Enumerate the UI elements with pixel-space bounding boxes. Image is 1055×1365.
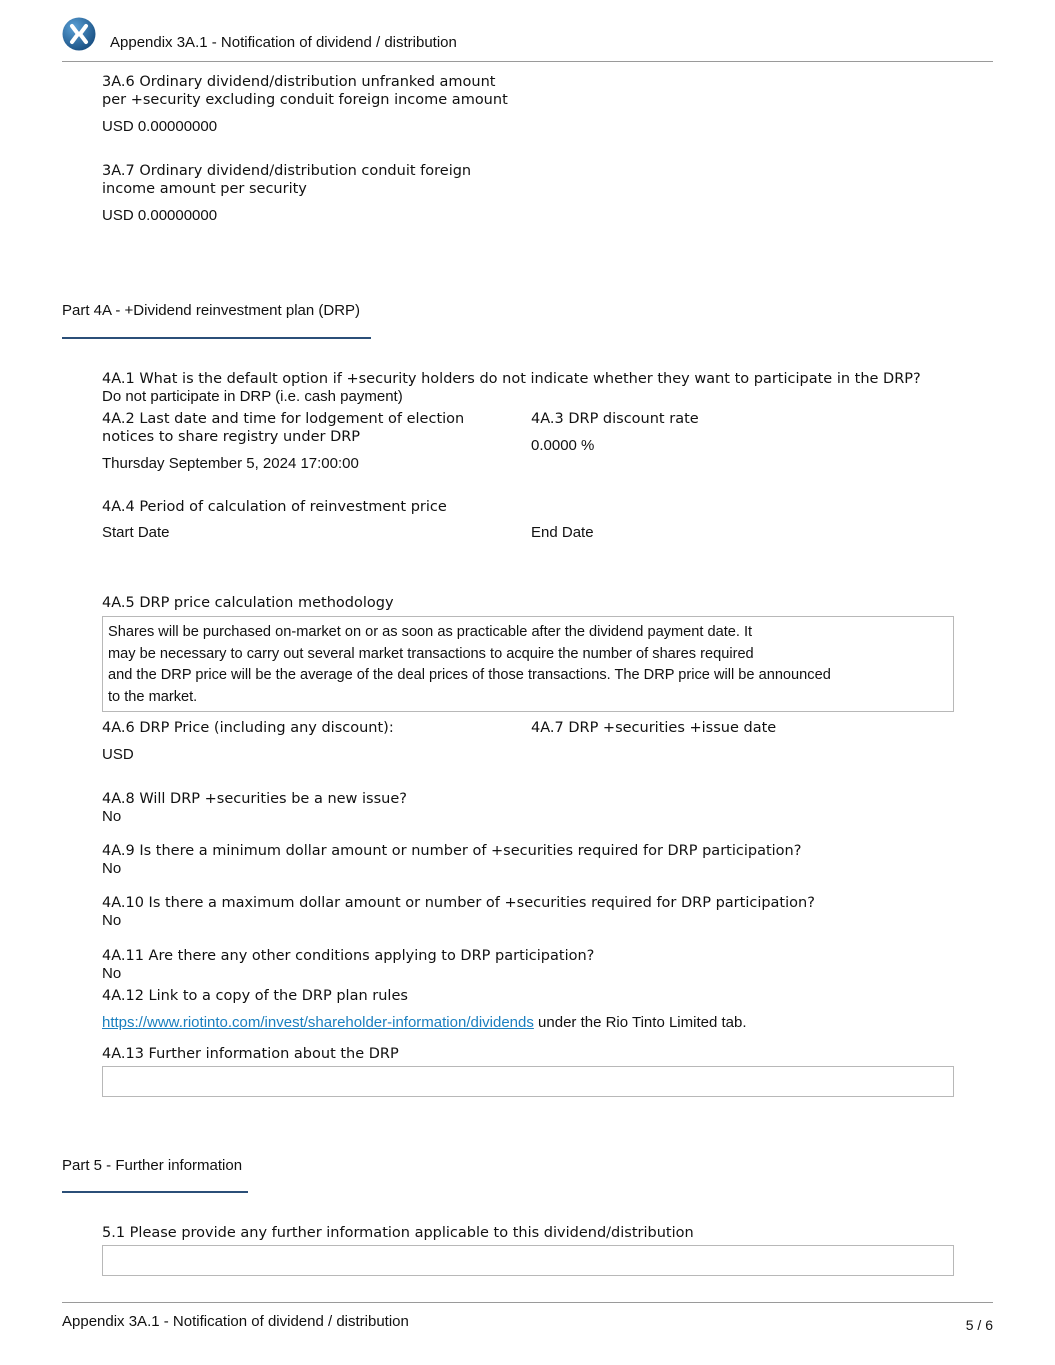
page-number: 5 / 6 [965,1317,993,1333]
q4a13-field [102,1066,954,1097]
q4a3-label: 4A.3 DRP discount rate [531,411,699,427]
q4a8-label: 4A.8 Will DRP +securities be a new issue? [102,791,407,807]
header-title: Appendix 3A.1 - Notification of dividend / distribution [110,34,457,51]
q4a5-line: may be necessary to carry out several market transactions to acquire the number of shares required [108,646,754,662]
q4a5-line: and the DRP price will be the average of the deal prices of those transactions. The DRP price will be announced [108,667,831,683]
q4a11-label: 4A.11 Are there any other conditions applying to DRP participation? [102,948,595,964]
q4a10-value: No [102,912,122,929]
asx-logo [62,17,96,51]
q4a10-label: 4A.10 Is there a maximum dollar amount or number of +securities required for DRP participation? [102,895,815,911]
q4a8-value: No [102,808,122,825]
q4a4-label: 4A.4 Period of calculation of reinvestment price [102,499,447,515]
q4a11-value: No [102,965,122,982]
q4a5-line: to the market. [108,689,198,705]
q4a7-label: 4A.7 DRP +securities +issue date [531,720,777,736]
part4a-title: Part 4A - +Dividend reinvestment plan (DRP) [62,302,361,319]
q3a7-label-line2: income amount per security [102,181,307,197]
q4a12-label: 4A.12 Link to a copy of the DRP plan rules [102,988,408,1004]
q3a7-label-line1: 3A.7 Ordinary dividend/distribution conduit foreign [102,163,472,179]
q4a5-methodology-box [102,616,954,712]
q4a2-value: Thursday September 5, 2024 17:00:00 [102,455,359,472]
part5-title: Part 5 - Further information [62,1157,243,1174]
part5-underline [62,1191,248,1193]
q4a2-label-line1: 4A.2 Last date and time for lodgement of election [102,411,465,427]
q3a6-label-line1: 3A.6 Ordinary dividend/distribution unfranked amount [102,74,496,90]
asx-logo-icon [62,17,96,51]
q4a12-value [102,1014,747,1032]
q4a9-label: 4A.9 Is there a minimum dollar amount or number of +securities required for DRP participation? [102,843,802,859]
footer-title: Appendix 3A.1 - Notification of dividend / distribution [62,1313,409,1330]
drp-rules-link[interactable]: https://www.riotinto.com/invest/shareholder-information/dividends [102,1014,534,1031]
q4a9-value: No [102,860,122,877]
q4a5-label: 4A.5 DRP price calculation methodology [102,595,394,611]
q4a1-value: Do not participate in DRP (i.e. cash payment) [102,388,403,405]
q4a4-start-label: Start Date [102,524,170,541]
q51-label: 5.1 Please provide any further information applicable to this dividend/distribution [102,1225,694,1241]
q3a7-value: USD 0.00000000 [102,207,218,224]
q3a6-label-line2: per +security excluding conduit foreign income amount [102,92,508,108]
q4a5-line: Shares will be purchased on-market on or as soon as practicable after the dividend payment date. It [108,624,753,640]
part4a-underline [62,337,371,339]
q3a6-value: USD 0.00000000 [102,118,218,135]
q4a2-label-line2: notices to share registry under DRP [102,429,361,445]
q4a13-label: 4A.13 Further information about the DRP [102,1046,399,1062]
q4a3-value: 0.0000 % [531,437,595,454]
q4a4-end-label: End Date [531,524,594,541]
drp-rules-link-suffix: under the Rio Tinto Limited tab. [533,1014,747,1031]
q4a6-label: 4A.6 DRP Price (including any discount): [102,720,394,736]
footer-divider [62,1302,993,1303]
q4a6-value: USD [102,746,134,763]
q51-field [102,1245,954,1276]
q4a1-label: 4A.1 What is the default option if +security holders do not indicate whether they want to participate in the DRP? [102,371,921,387]
header-divider [62,61,993,62]
